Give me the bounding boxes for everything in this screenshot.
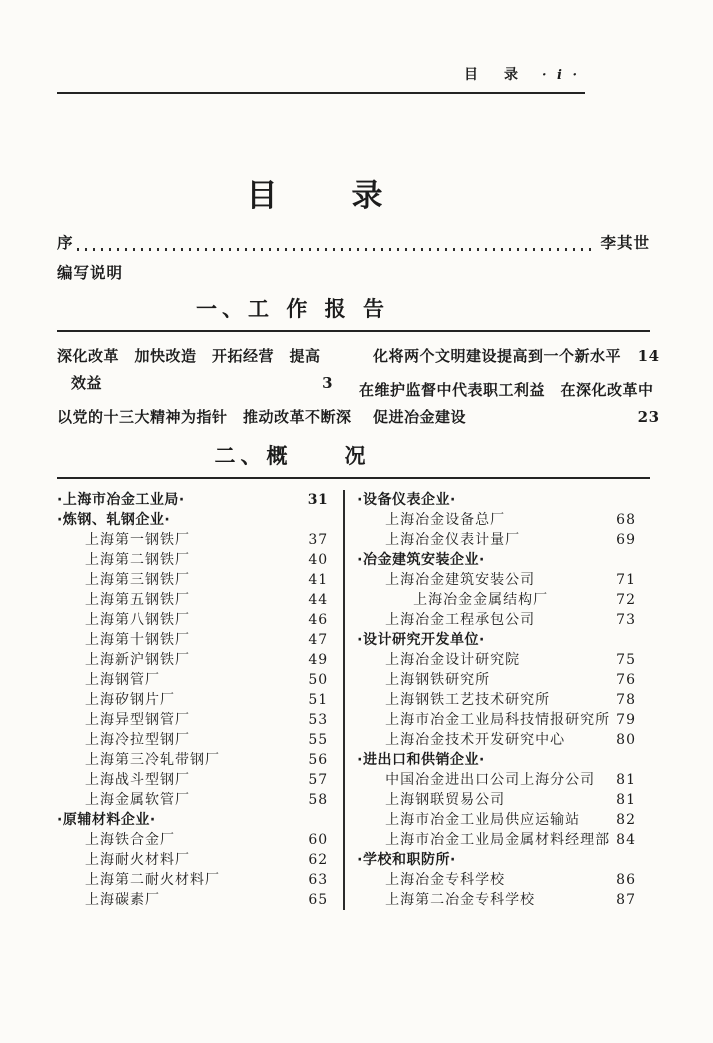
toc-entry bbox=[57, 343, 333, 370]
preface-author: 李其世 bbox=[600, 233, 650, 252]
toc-entry-page: 68 bbox=[616, 512, 636, 528]
toc-entry bbox=[57, 850, 328, 870]
toc-entry bbox=[57, 870, 328, 890]
toc-entry-title: 上海第一钢铁厂 bbox=[85, 532, 190, 548]
toc-entry-title: 上海冶金建筑安装公司 bbox=[385, 572, 536, 588]
section-rule bbox=[57, 330, 650, 332]
toc-entry-title: 以党的十三大精神为指针 推动改革不断深 bbox=[57, 408, 352, 426]
toc-entry bbox=[57, 630, 328, 650]
toc-entry-title: 促进冶金建设 bbox=[373, 408, 467, 426]
toc-entry-page: 41 bbox=[308, 572, 329, 588]
toc-entry-page: 56 bbox=[308, 752, 329, 768]
toc-entry-title: 上海冷拉型钢厂 bbox=[85, 732, 190, 748]
toc-entry-title: 上海市冶金工业局供应运输站 bbox=[385, 812, 581, 828]
toc-entry-page: 49 bbox=[308, 652, 329, 668]
work-reports-left-column bbox=[57, 343, 352, 431]
toc-entry bbox=[357, 830, 636, 850]
toc-entry bbox=[357, 670, 636, 690]
toc-entry-title: 上海第三冷轧带钢厂 bbox=[85, 752, 220, 768]
toc-entry bbox=[357, 850, 636, 870]
toc-entry-title: 上海战斗型钢厂 bbox=[85, 772, 190, 788]
toc-entry-page: 73 bbox=[616, 612, 636, 628]
toc-entry-page: 53 bbox=[308, 712, 329, 728]
toc-entry-title: ·学校和职防所· bbox=[357, 852, 456, 868]
toc-entry-page: 71 bbox=[616, 572, 636, 588]
toc-entry bbox=[357, 530, 636, 550]
toc-entry bbox=[57, 570, 328, 590]
toc-entry-title: 上海冶金金属结构厂 bbox=[413, 592, 549, 608]
toc-entry-title: 在维护监督中代表职工利益 在深化改革中 bbox=[359, 381, 654, 399]
toc-entry-page: 50 bbox=[308, 672, 329, 688]
toc-entry-page: 78 bbox=[616, 692, 636, 708]
toc-entry-title: 上海钢铁工艺技术研究所 bbox=[385, 692, 551, 708]
toc-entry-page: 31 bbox=[307, 492, 329, 508]
front-matter bbox=[57, 228, 650, 288]
running-header-page-number: · i · bbox=[541, 68, 580, 83]
toc-entry bbox=[359, 404, 660, 431]
toc-entry bbox=[357, 890, 636, 910]
toc-entry bbox=[57, 610, 328, 630]
toc-entry-title: 上海第八钢铁厂 bbox=[85, 612, 190, 628]
toc-entry-page: 72 bbox=[616, 592, 636, 608]
toc-entry bbox=[57, 404, 352, 431]
toc-entry bbox=[57, 770, 328, 790]
toc-entry bbox=[357, 810, 636, 830]
toc-entry-title: 化将两个文明建设提高到一个新水平 bbox=[373, 347, 622, 365]
toc-entry bbox=[57, 490, 328, 510]
section-rule bbox=[57, 477, 650, 479]
toc-entry-page: 69 bbox=[616, 532, 636, 548]
section-work-reports bbox=[57, 293, 660, 431]
toc-entry-title: 上海第二冶金专科学校 bbox=[385, 892, 536, 908]
section-overview-heading: 二、概 况 bbox=[214, 444, 371, 468]
work-reports-columns bbox=[57, 343, 660, 431]
toc-entry-title: 上海冶金技术开发研究中心 bbox=[385, 732, 566, 748]
toc-entry bbox=[359, 377, 660, 404]
header-rule bbox=[57, 92, 585, 94]
toc-entry bbox=[57, 750, 328, 770]
toc-entry bbox=[57, 790, 328, 810]
toc-entry bbox=[57, 650, 328, 670]
toc-entry-title: 上海第二钢铁厂 bbox=[85, 552, 190, 568]
toc-entry bbox=[57, 730, 328, 750]
overview-right-column bbox=[345, 490, 650, 910]
toc-entry-page: 79 bbox=[616, 712, 636, 728]
toc-entry-page: 82 bbox=[616, 812, 636, 828]
toc-entry-title: 上海矽钢片厂 bbox=[85, 692, 175, 708]
toc-entry-page: 44 bbox=[308, 592, 329, 608]
toc-entry-title: ·进出口和供销企业· bbox=[357, 752, 485, 768]
toc-entry-title: 上海第十钢铁厂 bbox=[85, 632, 190, 648]
toc-entry-title: ·原辅材料企业· bbox=[57, 812, 156, 828]
toc-entry-title: 上海铁合金厂 bbox=[85, 832, 175, 848]
toc-entry-title: 上海碳素厂 bbox=[85, 892, 160, 908]
toc-entry-title: 上海新沪钢铁厂 bbox=[85, 652, 190, 668]
toc-entry-title: ·炼钢、轧钢企业· bbox=[57, 512, 171, 528]
toc-entry-page: 3 bbox=[322, 374, 333, 392]
overview-left-column bbox=[57, 490, 343, 910]
toc-entry-page: 80 bbox=[616, 732, 636, 748]
toc-entry bbox=[57, 530, 328, 550]
toc-entry bbox=[57, 370, 333, 397]
toc-entry-title: 上海冶金设备总厂 bbox=[385, 512, 506, 528]
toc-entry-title: 上海冶金设计研究院 bbox=[385, 652, 521, 668]
toc-entry-title: 上海金属软管厂 bbox=[85, 792, 190, 808]
toc-entry-page: 55 bbox=[308, 732, 329, 748]
dot-leader bbox=[77, 248, 598, 251]
toc-entry bbox=[57, 690, 328, 710]
toc-entry bbox=[57, 550, 328, 570]
toc-entry-page: 37 bbox=[308, 532, 329, 548]
toc-entry bbox=[359, 343, 660, 370]
preface-entry bbox=[57, 228, 650, 258]
toc-entry-page: 84 bbox=[616, 832, 636, 848]
toc-entry-title: 上海市冶金工业局科技情报研究所 bbox=[385, 712, 611, 728]
running-header bbox=[0, 64, 580, 84]
toc-entry bbox=[57, 890, 328, 910]
page-title: 目 录 bbox=[246, 178, 387, 214]
toc-entry-title: 上海第五钢铁厂 bbox=[85, 592, 190, 608]
toc-entry-page: 65 bbox=[308, 892, 329, 908]
toc-entry bbox=[357, 510, 636, 530]
toc-entry-page: 86 bbox=[616, 872, 636, 888]
toc-entry bbox=[357, 570, 636, 590]
toc-entry bbox=[57, 810, 328, 830]
toc-entry-title: 上海异型钢管厂 bbox=[85, 712, 190, 728]
toc-entry bbox=[357, 750, 636, 770]
editorial-note-entry bbox=[57, 258, 650, 288]
toc-entry-page: 14 bbox=[637, 347, 660, 365]
toc-entry-page: 57 bbox=[308, 772, 329, 788]
toc-entry bbox=[357, 710, 636, 730]
toc-entry bbox=[357, 790, 636, 810]
toc-entry-title: 上海钢联贸易公司 bbox=[385, 792, 506, 808]
toc-entry-page: 63 bbox=[308, 872, 329, 888]
preface-label: 序 bbox=[57, 233, 74, 252]
toc-entry-title: ·冶金建筑安装企业· bbox=[357, 552, 485, 568]
toc-entry-title: ·设备仪表企业· bbox=[357, 492, 456, 508]
toc-entry bbox=[357, 730, 636, 750]
work-reports-right-column bbox=[347, 343, 674, 431]
toc-entry bbox=[357, 550, 636, 570]
toc-entry-page: 81 bbox=[616, 792, 636, 808]
toc-entry-page: 40 bbox=[308, 552, 329, 568]
toc-entry bbox=[57, 590, 328, 610]
toc-entry-page: 51 bbox=[308, 692, 329, 708]
toc-entry-page: 76 bbox=[616, 672, 636, 688]
editorial-note-label: 编写说明 bbox=[57, 263, 124, 282]
toc-entry-title: 上海耐火材料厂 bbox=[85, 852, 190, 868]
toc-entry-title: 深化改革 加快改造 开拓经营 提高 bbox=[57, 347, 321, 365]
toc-entry-title: 上海冶金工程承包公司 bbox=[385, 612, 536, 628]
toc-entry bbox=[357, 630, 636, 650]
toc-entry bbox=[57, 710, 328, 730]
toc-entry bbox=[357, 650, 636, 670]
toc-entry bbox=[357, 590, 636, 610]
toc-entry-title: ·设计研究开发单位· bbox=[357, 632, 485, 648]
toc-entry-title: 上海钢铁研究所 bbox=[385, 672, 491, 688]
toc-entry-title: 上海第二耐火材料厂 bbox=[85, 872, 220, 888]
toc-entry bbox=[357, 690, 636, 710]
toc-entry-title: 效益 bbox=[71, 374, 103, 392]
toc-entry-page: 60 bbox=[308, 832, 329, 848]
section-work-reports-heading: 一、工 作 报 告 bbox=[196, 297, 389, 321]
toc-entry-title: 上海钢管厂 bbox=[85, 672, 160, 688]
toc-entry-page: 23 bbox=[637, 408, 660, 426]
toc-entry-title: 上海第三钢铁厂 bbox=[85, 572, 190, 588]
toc-entry bbox=[357, 610, 636, 630]
section-overview bbox=[57, 440, 650, 910]
toc-entry-page: 58 bbox=[308, 792, 329, 808]
toc-entry-title: 上海冶金仪表计量厂 bbox=[385, 532, 521, 548]
toc-entry-page: 87 bbox=[616, 892, 636, 908]
toc-entry bbox=[57, 670, 328, 690]
toc-entry-page: 46 bbox=[308, 612, 329, 628]
overview-columns bbox=[57, 490, 650, 910]
toc-entry bbox=[57, 830, 328, 850]
toc-entry-title: ·上海市冶金工业局· bbox=[57, 492, 185, 508]
toc-entry-page: 47 bbox=[308, 632, 329, 648]
toc-entry-page: 62 bbox=[308, 852, 329, 868]
toc-entry-page: 75 bbox=[616, 652, 636, 668]
toc-entry bbox=[357, 870, 636, 890]
toc-entry-title: 上海冶金专科学校 bbox=[385, 872, 506, 888]
toc-entry bbox=[357, 490, 636, 510]
toc-entry-title: 中国冶金进出口公司上海分公司 bbox=[385, 772, 596, 788]
toc-entry bbox=[357, 770, 636, 790]
toc-entry bbox=[57, 510, 328, 530]
toc-entry-title: 上海市冶金工业局金属材料经理部 bbox=[385, 832, 611, 848]
running-header-title: 目 录 bbox=[463, 67, 524, 83]
toc-entry-page: 81 bbox=[616, 772, 636, 788]
